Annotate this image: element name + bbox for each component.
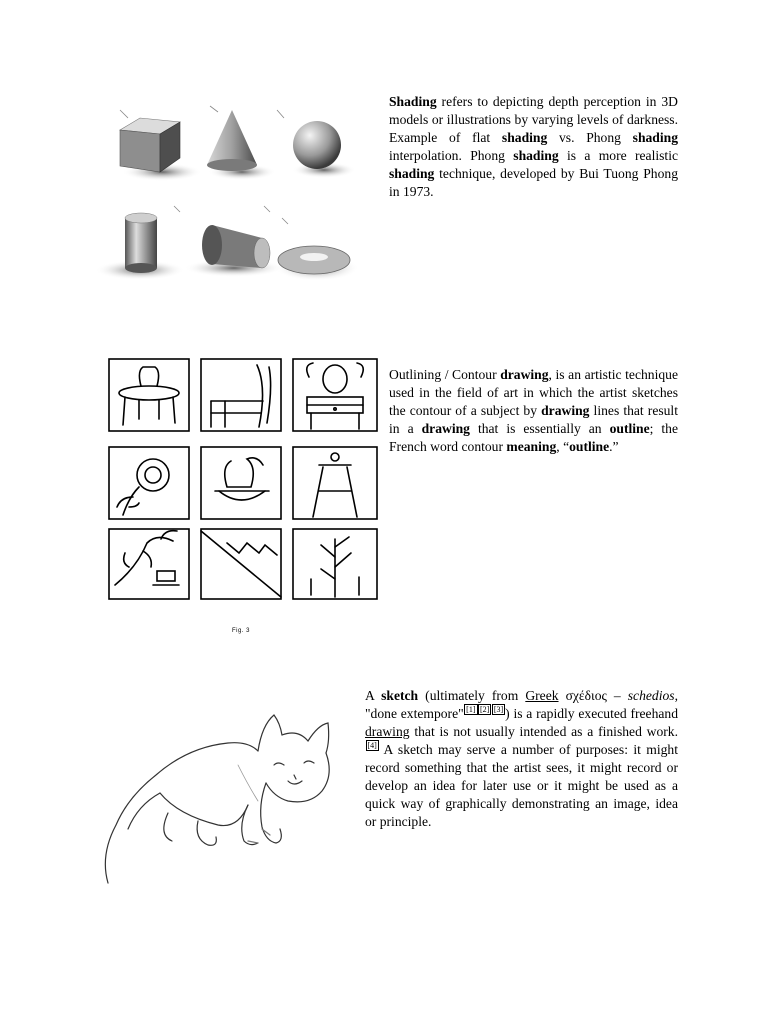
link-greek[interactable]: Greek: [525, 688, 559, 703]
text-run: interpolation. Phong: [389, 148, 514, 163]
term-shading: shading: [501, 130, 548, 145]
grid-cell: [201, 447, 281, 519]
text-run: vs. Phong: [547, 130, 633, 145]
text-run: that is essentially an: [469, 421, 610, 436]
citation-ref-2[interactable]: [2]: [480, 705, 490, 715]
contour-drawings-grid: [107, 357, 379, 613]
link-drawing[interactable]: drawing: [365, 724, 410, 739]
text-run: ) is a rapidly executed freehand: [505, 706, 678, 721]
text-run: , “: [556, 439, 570, 454]
text-run: A sketch may serve a number of purposes: it might record something that the artist sees, it might record or develop an idea for later use or it might be used as a quick way of graphically demonstrating an image, idea or principle.: [365, 742, 678, 829]
term-schedios: schedios: [627, 688, 675, 703]
text-run: .”: [609, 439, 619, 454]
text-run: A: [365, 688, 382, 703]
text-run: lines that result in a: [389, 403, 678, 436]
text-run: Outlining / Contour: [389, 367, 501, 382]
text-run: σχέδιος –: [558, 688, 628, 703]
cub-sketch-illustration: [98, 705, 348, 885]
text-run: is a more realistic: [558, 148, 679, 163]
text-run: , "done extempore": [365, 688, 678, 721]
citation-group: [464, 705, 505, 714]
citation-ref-3[interactable]: [3]: [493, 705, 504, 715]
grid-cell: [109, 447, 189, 519]
text-run: (ultimately from: [418, 688, 526, 703]
grid-cell: [109, 529, 189, 599]
term-outline: outline: [569, 439, 610, 454]
citation-ref-1[interactable]: [1]: [466, 705, 476, 715]
term-drawing: drawing: [421, 421, 470, 436]
term-shading: shading: [513, 148, 559, 163]
citation-ref-4[interactable]: [4]: [367, 741, 377, 751]
term-shading: Shading: [389, 94, 437, 109]
term-outline: outline: [609, 421, 650, 436]
contour-paragraph: [389, 366, 678, 456]
text-run: , is an artistic technique used in the field of art in which the artist sketches the contour of a subject by: [389, 367, 678, 418]
text-run: that is not usually intended as a finished work.: [409, 724, 678, 739]
term-sketch: sketch: [381, 688, 419, 703]
text-run: technique, developed by Bui Tuong Phong in 1973.: [389, 166, 678, 199]
term-drawing: drawing: [541, 403, 590, 418]
shading-paragraph: [389, 93, 678, 201]
term-drawing: drawing: [500, 367, 549, 382]
sketch-paragraph: [365, 687, 678, 831]
shading-forms-illustration: [92, 100, 382, 290]
term-meaning: meaning: [506, 439, 557, 454]
text-run: ; the French word contour: [389, 421, 679, 454]
figure-caption: Fig. 3: [232, 628, 251, 634]
grid-cell: [293, 359, 377, 431]
grid-cell: [293, 447, 377, 519]
term-shading: shading: [632, 130, 678, 145]
term-shading: shading: [389, 166, 435, 181]
text-run: refers to depicting depth perception in 3D models or illustrations by varying levels of darkness. Example of flat: [389, 94, 678, 145]
